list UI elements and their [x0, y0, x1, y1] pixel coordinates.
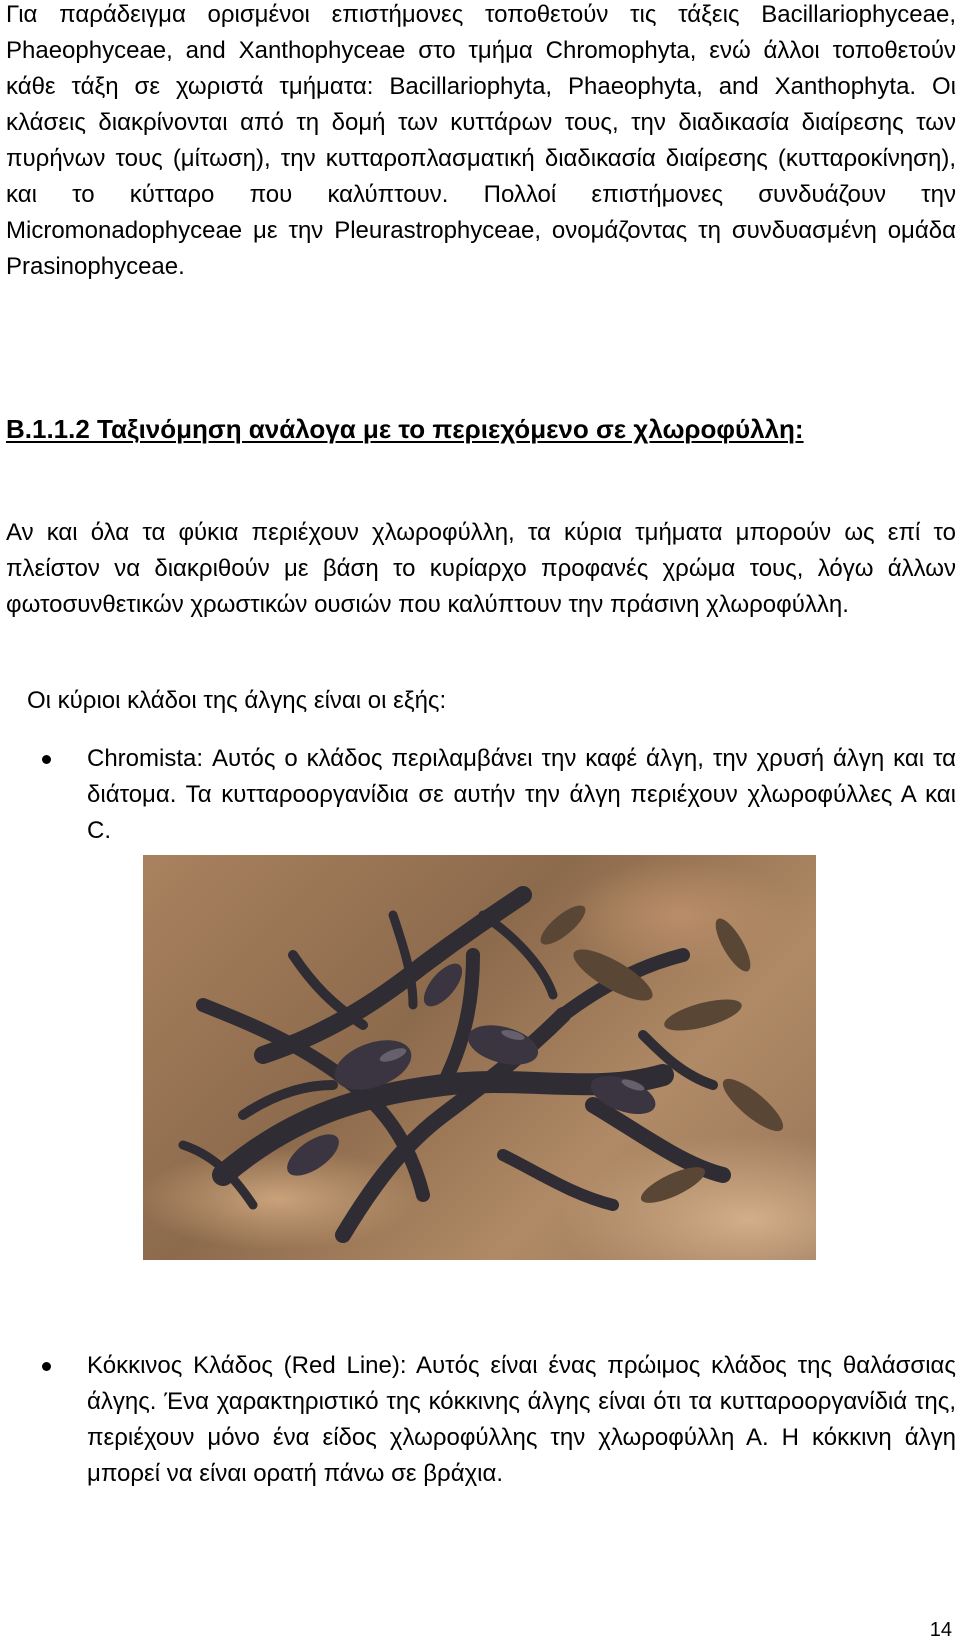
section-heading: B.1.1.2 Ταξινόμηση ανάλογα με το περιεχόμενο σε χλωροφύλλη: — [6, 414, 804, 444]
algae-photo — [143, 855, 816, 1260]
seaweed-illustration — [143, 855, 816, 1260]
list-item-text: Chromista: Αυτός ο κλάδος περιλαμβάνει την καφέ άλγη, την χρυσή άλγη και τα διάτομα. Τα κυτταροοργανίδια σε αυτήν την άλγη περιέχουν χλωροφύλλες Α και C. — [87, 745, 956, 844]
page-number: 14 — [929, 1619, 952, 1641]
bullet-icon — [42, 755, 51, 764]
branches-intro: Οι κύριοι κλάδοι της άλγης είναι οι εξής: — [27, 687, 447, 714]
chlorophyll-paragraph: Αν και όλα τα φύκια περιέχουν χλωροφύλλη, τα κύρια τμήματα μπορούν ως επί το πλείστον να διακριθούν με βάση το κυρίαρχο προφανές χρώμα τους, λόγω άλλων φωτοσυνθετικών χρωστικών ουσιών που καλύπτουν την πράσινη χλωροφύλλη. — [6, 519, 956, 618]
bullet-icon — [42, 1362, 51, 1371]
list-item-text: Κόκκινος Κλάδος (Red Line): Αυτός είναι ένας πρώιμος κλάδος της θαλάσσιας άλγης. Ένα χαρακτηριστικό της κόκκινης άλγης είναι ότι τα κυτταροοργανίδιά της, περιέχουν μόνο ένα είδος χλωροφύλλης την χλωροφύλλη Α. Η κόκκινη άλγη μπορεί να είναι ορατή πάνω σε βράχια. — [87, 1352, 956, 1487]
intro-paragraph: Για παράδειγμα ορισμένοι επιστήμονες τοποθετούν τις τάξεις Bacillariophyceae, Phaeophyceae, and Xanthophyceae στο τμήμα Chromophyta, ενώ άλλοι τοποθετούν κάθε τάξη σε χωριστά τμήματα: Bacillariophyta, Phaeophyta, and Xanthophyta. Οι κλάσεις διακρίνονται από τη δομή των κυττάρων τους, την διαδικασία διαίρεσης των πυρήνων τους (μίτωση), την κυτταροπλασματική διαδικασία διαίρεσης (κυτταροκίνηση), και το κύτταρο που καλύπτουν. Πολλοί επιστήμονες συνδυάζουν την Micromonadophyceae με την Pleurastrophyceae, ονομάζοντας τη συνδυασμένη ομάδα Prasinophyceae. — [6, 1, 956, 280]
